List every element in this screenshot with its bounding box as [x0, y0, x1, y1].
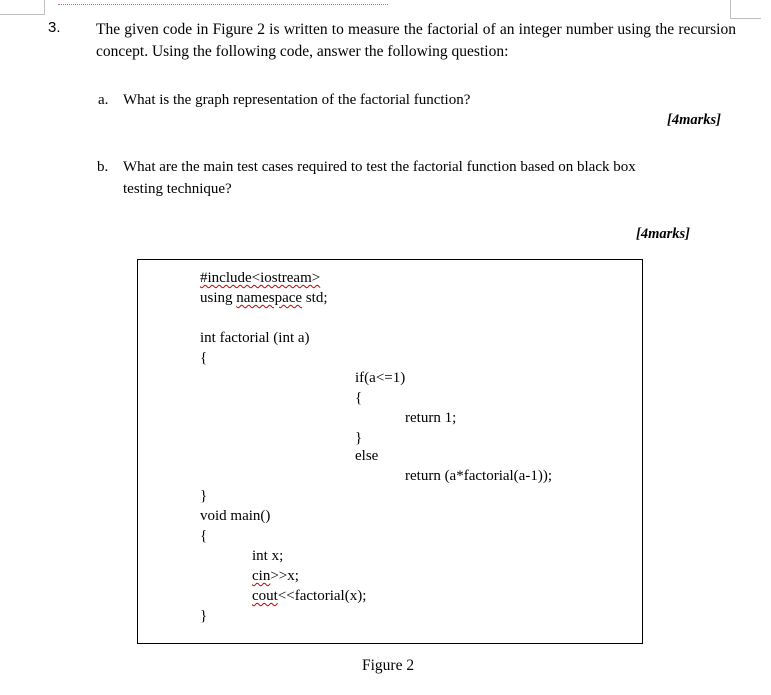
spellcheck-artifact [58, 0, 388, 5]
question-text: The given code in Figure 2 is written to measure the factorial of an integer number using the recursion concept. Using the following code, answer the following question: [96, 21, 736, 60]
code-include-text: #include<iostream> [200, 270, 321, 286]
code-using-namespace: namespace [236, 290, 303, 306]
part-b-marks: [4marks] [636, 226, 690, 242]
margin-corner-mark-left [0, 0, 45, 15]
code-include [200, 268, 320, 288]
code-cout-line [252, 586, 366, 606]
code-close-brace-2: } [355, 430, 363, 446]
part-a-text: What is the graph representation of the factorial function? [123, 92, 471, 108]
code-cin-line [252, 566, 299, 586]
code-figure-box [137, 259, 643, 644]
code-declaration: int x; [252, 548, 284, 564]
question-number: 3. [48, 19, 61, 36]
part-b-label: b. [97, 159, 109, 175]
code-cin-keyword: cin [252, 568, 271, 584]
code-open-brace-3: { [200, 528, 208, 544]
code-return-recursive: return (a*factorial(a-1)); [405, 468, 552, 484]
code-open-brace-1: { [200, 350, 208, 366]
code-using-line [200, 288, 328, 308]
code-return-1: return 1; [405, 410, 457, 426]
part-b-text-line2: testing technique? [123, 181, 232, 197]
code-using-suffix: std; [302, 290, 328, 306]
code-close-brace-3: } [200, 608, 208, 624]
part-b-text-line1: What are the main test cases required to test the factorial function based on black box [123, 159, 636, 175]
code-open-brace-2: { [355, 390, 363, 406]
part-a-label: a. [98, 92, 109, 108]
code-main-signature: void main() [200, 508, 271, 524]
code-else: else [355, 448, 379, 464]
code-function-signature: int factorial (int a) [200, 330, 310, 346]
code-close-brace-1: } [200, 488, 208, 504]
code-cout-rest: <<factorial(x); [277, 588, 367, 604]
code-cout-keyword: cout [252, 588, 278, 604]
code-cin-rest: >>x; [270, 568, 299, 584]
part-a-marks: [4marks] [667, 112, 721, 128]
code-if-statement: if(a<=1) [355, 370, 406, 386]
code-using-prefix: using [200, 290, 237, 306]
figure-caption: Figure 2 [362, 657, 415, 674]
margin-corner-mark-right [730, 0, 761, 19]
